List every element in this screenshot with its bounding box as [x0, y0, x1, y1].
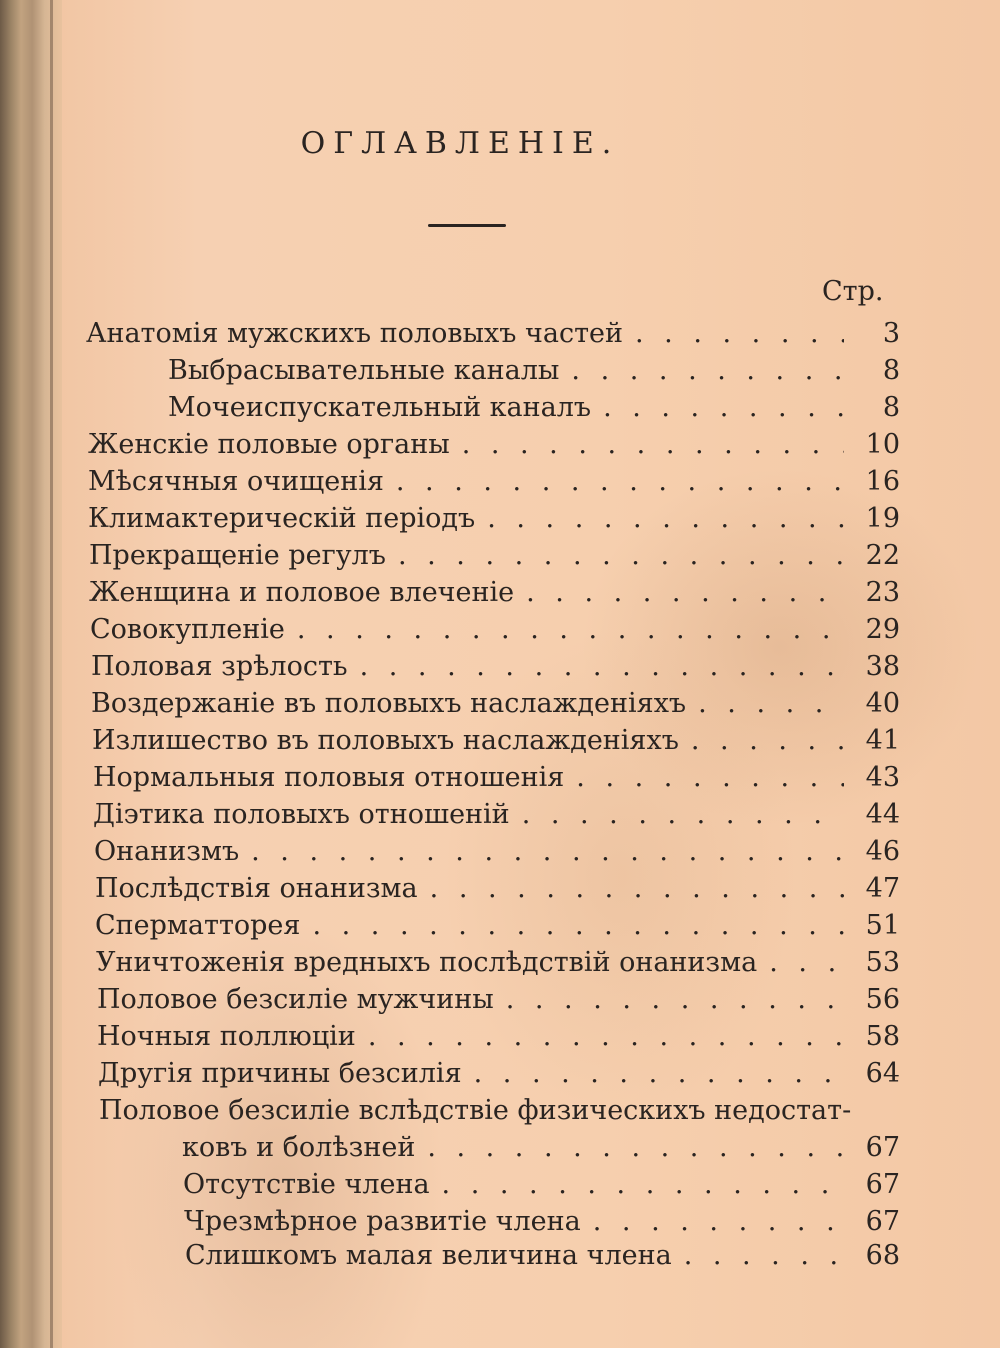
dot-leader — [360, 649, 844, 685]
toc-entry — [97, 982, 900, 1018]
toc-entry — [91, 686, 900, 722]
toc-entry — [89, 538, 900, 574]
dot-leader — [698, 686, 844, 722]
toc-entry — [88, 427, 900, 463]
toc-entry-page: 8 — [882, 355, 900, 386]
dot-leader — [522, 797, 844, 833]
dot-leader — [430, 871, 844, 907]
toc-entry-title: Уничтоженія вредныхъ послѣдствій онанизма — [96, 947, 758, 978]
toc-entry-title: Половое безсиліе вслѣдствіе физическихъ недостат- — [99, 1095, 852, 1126]
toc-entry-page: 23 — [865, 577, 900, 608]
toc-entry-page: 29 — [865, 614, 900, 645]
toc-entry — [97, 1019, 900, 1055]
toc-entry-page: 3 — [882, 318, 900, 349]
dot-leader — [427, 1130, 844, 1166]
toc-entry-page: 10 — [865, 429, 900, 460]
dot-leader — [576, 760, 844, 796]
toc-entry-page: 19 — [865, 503, 900, 534]
toc-entry-page: 44 — [865, 799, 900, 830]
dot-leader — [506, 982, 844, 1018]
dot-leader — [593, 1204, 844, 1240]
dot-leader — [398, 538, 844, 574]
toc-entry-title: Женскіе половые органы — [88, 429, 450, 460]
dot-leader — [571, 353, 844, 389]
toc-entry — [95, 908, 900, 944]
toc-entry-title: Мѣсячныя очищенія — [88, 466, 384, 497]
dot-leader — [526, 575, 844, 611]
toc-entry-title: Другія причины безсилія — [98, 1058, 462, 1089]
toc-entry-title: Половое безсиліе мужчины — [97, 984, 494, 1015]
toc-entry-title: Сперматторея — [95, 910, 301, 941]
toc-entry — [182, 1130, 900, 1166]
toc-entry-page: 64 — [865, 1058, 900, 1089]
page-column-label: Стр. — [822, 276, 884, 307]
toc-entry — [183, 1167, 900, 1203]
toc-entry-title: Выбрасывательные каналы — [168, 355, 560, 386]
toc-entry — [95, 871, 900, 907]
dot-leader — [462, 427, 844, 463]
dot-leader — [368, 1019, 844, 1055]
toc-entry-title: Женщина и половое влеченіе — [89, 577, 515, 608]
toc-entry-page: 68 — [865, 1240, 900, 1271]
toc-entry — [99, 1093, 900, 1129]
toc-entry — [91, 649, 900, 685]
page-title: ОГЛАВЛЕНІЕ. — [300, 126, 620, 161]
toc-entry-title: Послѣдствія онанизма — [95, 873, 418, 904]
toc-entry — [168, 353, 900, 389]
toc-entry — [89, 575, 900, 611]
toc-entry-title: ковъ и болѣзней — [182, 1132, 416, 1163]
toc-entry-title: Излишество въ половыхъ наслажденіяхъ — [92, 725, 679, 756]
toc-entry-title: Слишкомъ малая величина члена — [185, 1240, 672, 1271]
toc-entry-page: 8 — [882, 392, 900, 423]
toc-entry-page: 43 — [865, 762, 900, 793]
spine-crease — [50, 0, 53, 1348]
toc-entry — [184, 1204, 900, 1240]
dot-leader — [442, 1167, 844, 1203]
dot-leader — [487, 501, 844, 537]
toc-entry — [88, 464, 900, 500]
dot-leader — [396, 464, 844, 500]
toc-entry-page: 41 — [865, 725, 900, 756]
toc-entry — [96, 945, 900, 981]
title-divider — [428, 224, 506, 227]
toc-entry — [94, 834, 900, 870]
dot-leader — [603, 390, 844, 426]
toc-entry-page: 16 — [865, 466, 900, 497]
toc-entry-title: Онанизмъ — [94, 836, 240, 867]
toc-entry — [86, 316, 900, 352]
toc-entry — [98, 1056, 900, 1092]
toc-entry — [185, 1238, 900, 1274]
toc-entry-title: Ночныя поллюціи — [97, 1021, 356, 1052]
dot-leader — [251, 834, 844, 870]
toc-entry-title: Отсутствіе члена — [183, 1169, 430, 1200]
toc-entry-title: Мочеиспускательный каналъ — [168, 392, 592, 423]
toc-entry-page: 56 — [865, 984, 900, 1015]
toc-entry-page: 58 — [865, 1021, 900, 1052]
toc-entry-title: Анатомія мужскихъ половыхъ частей — [86, 318, 624, 349]
toc-entry-page: 38 — [865, 651, 900, 682]
toc-entry-title: Климактерическій періодъ — [88, 503, 476, 534]
toc-entry-page: 47 — [865, 873, 900, 904]
toc-entry-page: 51 — [865, 910, 900, 941]
toc-entry-title: Діэтика половыхъ отношеній — [93, 799, 510, 830]
dot-leader — [297, 612, 844, 648]
toc-entry-title: Половая зрѣлость — [91, 651, 348, 682]
toc-entry-page: 53 — [865, 947, 900, 978]
toc-entry-title: Совокупленіе — [90, 614, 285, 645]
dot-leader — [684, 1238, 844, 1274]
dot-leader — [769, 945, 844, 981]
toc-entry — [93, 760, 900, 796]
toc-entry-title: Чрезмѣрное развитіе члена — [184, 1206, 581, 1237]
toc-entry-page: 40 — [865, 688, 900, 719]
toc-entry — [92, 723, 900, 759]
toc-entry — [90, 612, 900, 648]
toc-entry — [168, 390, 900, 426]
toc-entry-page: 22 — [865, 540, 900, 571]
dot-leader — [691, 723, 844, 759]
dot-leader — [635, 316, 844, 352]
toc-entry-page: 46 — [865, 836, 900, 867]
dot-leader — [312, 908, 844, 944]
toc-entry — [93, 797, 900, 833]
dot-leader — [474, 1056, 844, 1092]
toc-entry-title: Нормальныя половыя отношенія — [93, 762, 565, 793]
toc-entry-page: 67 — [865, 1132, 900, 1163]
toc-entry-title: Прекращеніе регулъ — [89, 540, 386, 571]
toc-entry-page: 67 — [865, 1206, 900, 1237]
toc-entry-title: Воздержаніе въ половыхъ наслажденіяхъ — [91, 688, 687, 719]
toc-entry — [88, 501, 900, 537]
toc-entry-page: 67 — [865, 1169, 900, 1200]
